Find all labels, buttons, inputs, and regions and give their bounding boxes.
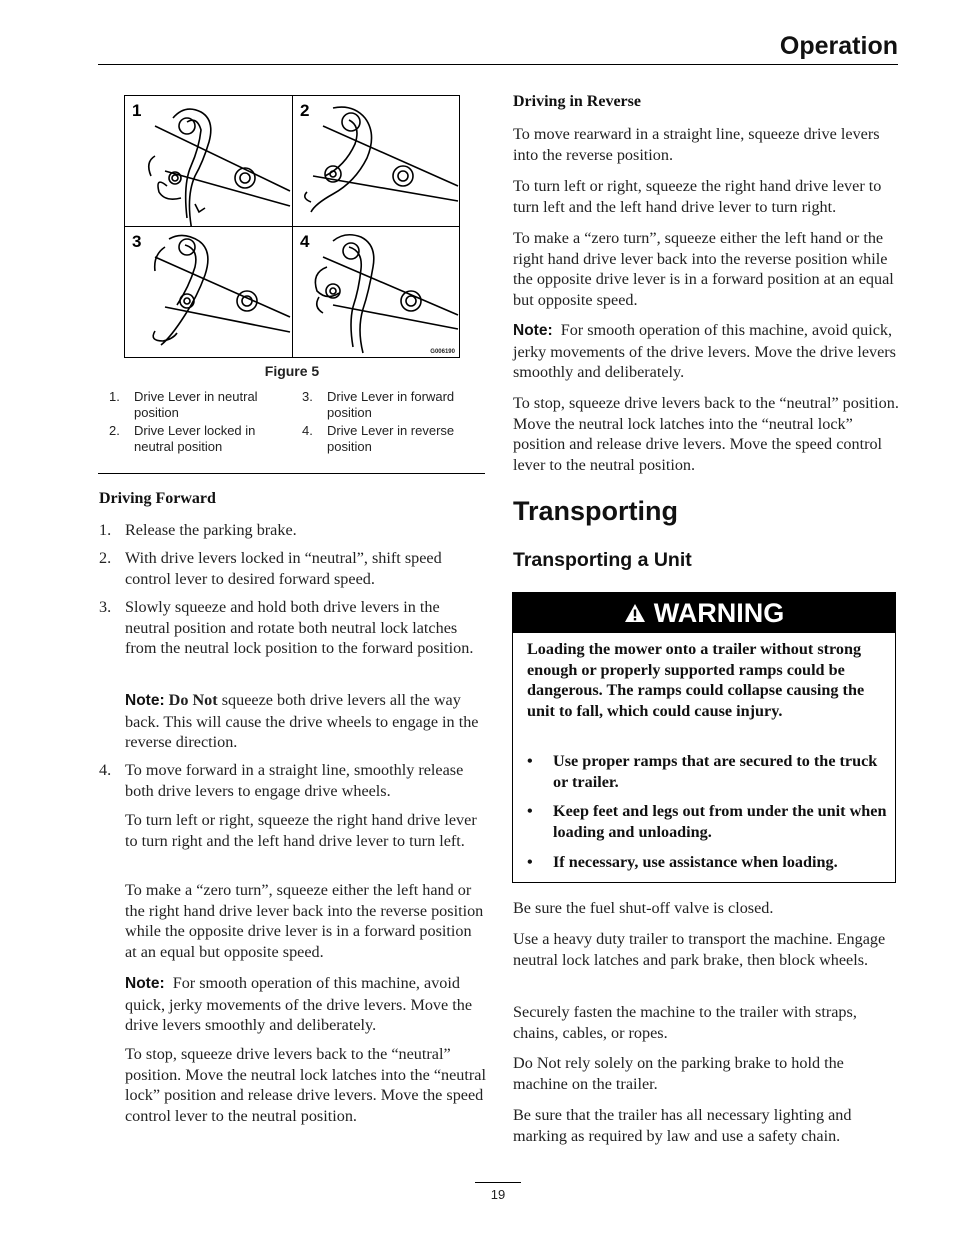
transport-paragraph: Use a heavy duty trailer to transport the machine. Engage neutral lock latches and park brake, then block wheels. [513, 930, 886, 969]
legend-item: 1. Drive Lever in neutral position [109, 389, 258, 420]
step-text: Release the parking brake. [125, 521, 297, 539]
drive-lever-forward-illustration [125, 227, 292, 357]
legend-item: 2. Drive Lever locked in neutral position [109, 423, 256, 454]
warning-label: WARNING [653, 597, 785, 628]
figure-code: G006190 [430, 349, 455, 355]
transport-paragraph: Do Not rely solely on the parking brake to hold the machine on the trailer. [513, 1054, 844, 1093]
driving-forward-heading: Driving Forward [99, 490, 216, 507]
step-number: 2. [99, 549, 112, 567]
turn-paragraph: To turn left or right, squeeze the right hand drive lever to turn right and the left hand drive lever to turn left. [125, 811, 477, 850]
reverse-paragraph: To move rearward in a straight line, squeeze drive levers into the reverse position. [513, 125, 880, 164]
figure-panel-2 [293, 96, 460, 226]
figure-panel-1 [125, 96, 292, 226]
note-do-not: Note: Do Not squeeze both drive levers all the way back. This will cause the drive wheels to engage in the reverse direction. [125, 691, 479, 752]
figure-5 [124, 95, 460, 358]
panel-number: 3 [132, 232, 142, 251]
warning-intro: Loading the mower onto a trailer without strong enough or properly supported ramps could be dangerous. The ramps could collapse causing the unit to fall, which could cause injury. [527, 640, 865, 720]
transport-paragraph: Be sure that the trailer has all necessary lighting and marking as required by law and use a safety chain. [513, 1106, 852, 1145]
reverse-turn-paragraph: To turn left or right, squeeze the right hand drive lever to turn left and the left hand drive lever to turn right. [513, 177, 882, 216]
note-smooth-operation: Note: For smooth operation of this machine, avoid quick, jerky movements of the drive levers. Move the drive levers smoothly and deliberately. [125, 974, 473, 1035]
figure-caption: Figure 5 [264, 363, 320, 379]
warning-triangle-icon [624, 603, 646, 623]
figure-rule [98, 473, 485, 474]
page-number-rule [475, 1182, 521, 1183]
panel-number: 4 [300, 232, 310, 251]
drive-lever-locked-illustration [293, 96, 460, 226]
drive-lever-reverse-illustration [293, 227, 460, 357]
step-text: Slowly squeeze and hold both drive levers in the neutral position and rotate both neutral lock latches from the neutral lock position to the forward position. [125, 598, 474, 658]
transport-paragraph: Securely fasten the machine to the trailer with straps, chains, cables, or ropes. [513, 1003, 857, 1042]
warning-bullet: • If necessary, use assistance when loading. [527, 853, 838, 871]
warning-bullet: • Keep feet and legs out from under the unit when loading and unloading. [527, 802, 887, 841]
transporting-heading: Transporting [513, 496, 679, 526]
zero-turn-paragraph: To make a “zero turn”, squeeze either the left hand or the right hand drive lever back into the reverse position while the opposite drive lever is in a forward position at an equal but opposite speed. [125, 881, 484, 961]
step-number: 3. [99, 598, 112, 616]
step-number: 1. [99, 521, 112, 539]
section-title: Operation [779, 32, 898, 60]
warning-box [512, 592, 896, 883]
figure-panel-3 [125, 227, 292, 357]
header-rule [98, 64, 898, 65]
legend-item: 3. Drive Lever in forward position [302, 389, 455, 420]
warning-header [513, 593, 895, 633]
panel-number: 2 [300, 101, 310, 120]
reverse-stop-paragraph: To stop, squeeze drive levers back to the “neutral” position. Move the neutral lock latches into the “neutral lock” position and release drive levers. Move the speed control lever to the neutral position. [513, 394, 899, 474]
warning-bullet: • Use proper ramps that are secured to the truck or trailer. [527, 752, 878, 791]
step-text: With drive levers locked in “neutral”, shift speed control lever to desired forward speed. [125, 549, 442, 588]
transporting-unit-subheading: Transporting a Unit [513, 549, 692, 571]
transport-paragraph: Be sure the fuel shut-off valve is closed. [513, 899, 774, 917]
drive-lever-neutral-illustration [125, 96, 292, 226]
stop-paragraph: To stop, squeeze drive levers back to the “neutral” position. Move the neutral lock latches into the “neutral lock” position and release drive levers. Move the speed control lever to the neutral position. [125, 1045, 486, 1125]
step-number: 4. [99, 761, 112, 779]
page-number: 19 [490, 1187, 506, 1202]
reverse-zero-turn-paragraph: To make a “zero turn”, squeeze either the left hand or the right hand drive lever back into the reverse position while the opposite drive lever is in a forward position at an equal but opposite speed. [513, 229, 894, 309]
reverse-note: Note: For smooth operation of this machine, avoid quick, jerky movements of the drive levers. Move the drive levers smoothly and deliberately. [513, 321, 896, 382]
driving-reverse-heading: Driving in Reverse [513, 93, 641, 110]
legend-item: 4. Drive Lever in reverse position [302, 423, 455, 454]
panel-number: 1 [132, 101, 142, 120]
figure-panel-4 [293, 227, 460, 357]
step-text: To move forward in a straight line, smoothly release both drive levers to engage drive wheels. [125, 761, 464, 800]
